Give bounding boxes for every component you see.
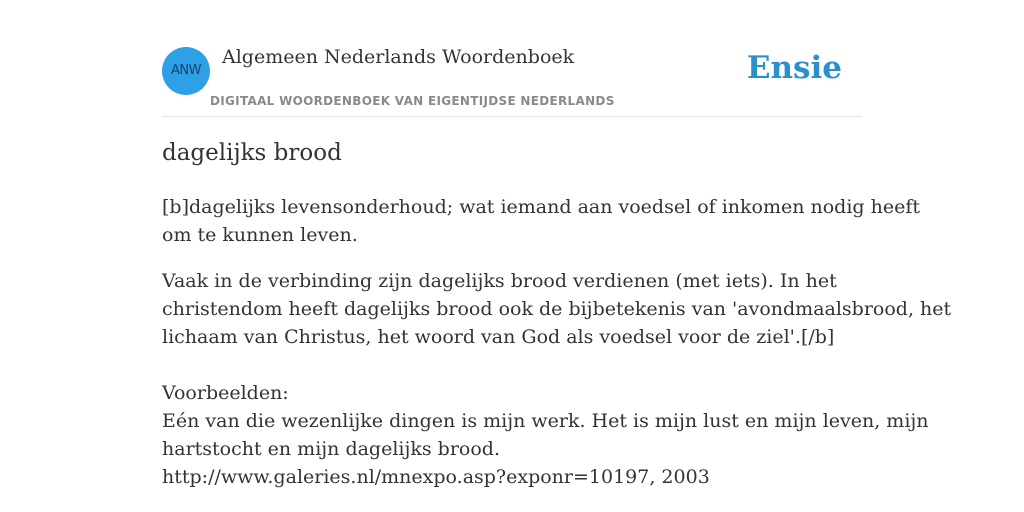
ensie-brand-logo[interactable]: Ensie bbox=[746, 50, 842, 86]
definition-line: Vaak in de verbinding zijn dagelijks brood verdienen (met iets). In het bbox=[162, 270, 837, 292]
entry-definition bbox=[162, 193, 952, 509]
source-header bbox=[162, 45, 862, 117]
examples-label: Voorbeelden: bbox=[162, 382, 289, 404]
definition-line: christendom heeft dagelijks brood ook de bijbetekenis van 'avondmaalsbrood, het bbox=[162, 298, 952, 320]
example-source: http://www.galeries.nl/mnexpo.asp?exponr=10197, 2003 bbox=[162, 466, 710, 488]
definition-line: [b]dagelijks levensonderhoud; wat iemand aan voedsel of inkomen nodig heeft bbox=[162, 196, 921, 218]
anw-logo[interactable]: ANW bbox=[162, 47, 210, 95]
example-line: Eén van die wezenlijke dingen is mijn werk. Het is mijn lust en mijn leven, mijn bbox=[162, 410, 929, 432]
blank-line bbox=[162, 351, 868, 379]
source-subtitle: DIGITAAL WOORDENBOEK VAN EIGENTIJDSE NEDERLANDS bbox=[210, 94, 615, 108]
definition-line: lichaam van Christus, het woord van God als voedsel voor de ziel'.[/b] bbox=[162, 326, 835, 348]
source-title[interactable]: Algemeen Nederlands Woordenboek bbox=[222, 46, 575, 68]
entry-term: dagelijks brood bbox=[162, 140, 342, 166]
example-line: hartstocht en mijn dagelijks brood. bbox=[162, 438, 501, 460]
definition-paragraph bbox=[162, 267, 952, 491]
definition-line: om te kunnen leven. bbox=[162, 224, 358, 246]
definition-paragraph bbox=[162, 193, 921, 249]
